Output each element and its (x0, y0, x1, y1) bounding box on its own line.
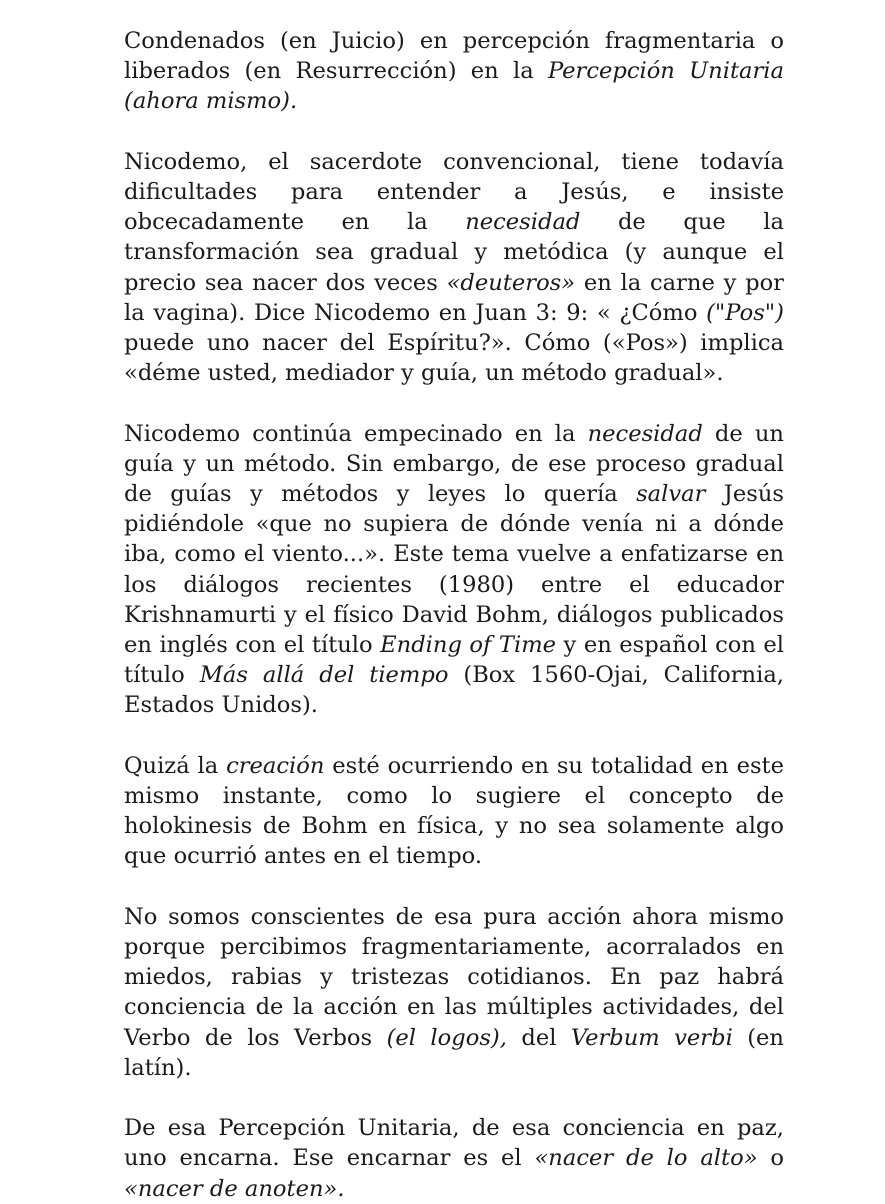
document-page (124, 26, 784, 1204)
text-run: y en español con el título (124, 632, 785, 689)
paragraph-4 (124, 751, 784, 872)
italic-run: necesidad (465, 209, 581, 236)
italic-run: Más allá del tiempo (199, 662, 449, 689)
text-run: o (757, 1145, 784, 1172)
text-run: puede uno nacer del Espíritu?». Cómo («Pos») implica «déme usted, mediador y guía, un método gradual». (124, 330, 784, 387)
italic-run: Percepción Unitaria (ahora mismo). (124, 58, 784, 115)
italic-run: necesidad (587, 420, 703, 447)
paragraph-5 (124, 902, 784, 1083)
text-run: esté ocurriendo en su totalidad en este mismo instante, como lo sugiere el concepto de holokinesis de Bohm en física, y no sea solamente algo que ocurrió antes en el tiempo. (124, 752, 784, 870)
paragraph-1 (124, 26, 784, 117)
text-run: Jesús pidiéndole «que no supiera de dónde venía ni a dónde iba, como el viento...». Este tema vuelve a enfatizarse en los diálogos recientes (1980) entre el educador Krishnamurti y el físico David Bohm, diálogos publicados en inglés con el título (124, 481, 784, 659)
italic-run: (el logos), (386, 1024, 507, 1051)
italic-run: Ending of Time (380, 632, 557, 659)
italic-run: ("Pos") (706, 299, 784, 326)
text-run: No somos conscientes de esa pura acción ahora mismo porque percibimos fragmentariamente, acorralados en miedos, rabias y tristezas cotidianos. En paz habrá conciencia de la acción en las múltiples actividades, del Verbo de los Verbos (124, 903, 784, 1051)
paragraph-2 (124, 147, 784, 389)
text-run: Quizá la (124, 752, 227, 779)
text-run: en la carne y por la vagina). Dice Nicodemo en Juan 3: 9: « ¿Cómo (124, 269, 784, 326)
text-run: Condenados (en Juicio) en percepción fragmentaria o liberados (en Resurrección) en la (124, 28, 784, 85)
italic-run: creación (226, 752, 325, 779)
text-run: (Box 1560-Ojai, California, Estados Unidos). (124, 662, 784, 719)
text-run: de que la transformación sea gradual y metódica (y aunque el precio sea nacer dos veces (124, 209, 784, 296)
paragraph-6 (124, 1113, 784, 1204)
text-run: De esa Percepción Unitaria, de esa conciencia en paz, uno encarna. Ese encarnar es el (124, 1115, 784, 1172)
italic-run: «deuteros» (446, 269, 576, 296)
italic-run: «nacer de lo alto» (534, 1145, 758, 1172)
text-run: Nicodemo, el sacerdote convencional, tiene todavía dificultades para entender a Jesús, e insiste obcecadamente en la (124, 148, 784, 236)
italic-run: «nacer de anoten». (124, 1175, 345, 1202)
text-run: Nicodemo continúa empecinado en la (124, 420, 588, 447)
text-run: (en latín). (124, 1024, 784, 1081)
text-run: del (506, 1024, 571, 1051)
italic-run: salvar (636, 481, 706, 508)
text-run: de un guía y un método. Sin embargo, de ese proceso gradual de guías y métodos y leyes lo quería (124, 420, 784, 508)
italic-run: Verbum verbi (570, 1024, 733, 1051)
paragraph-3 (124, 419, 784, 721)
